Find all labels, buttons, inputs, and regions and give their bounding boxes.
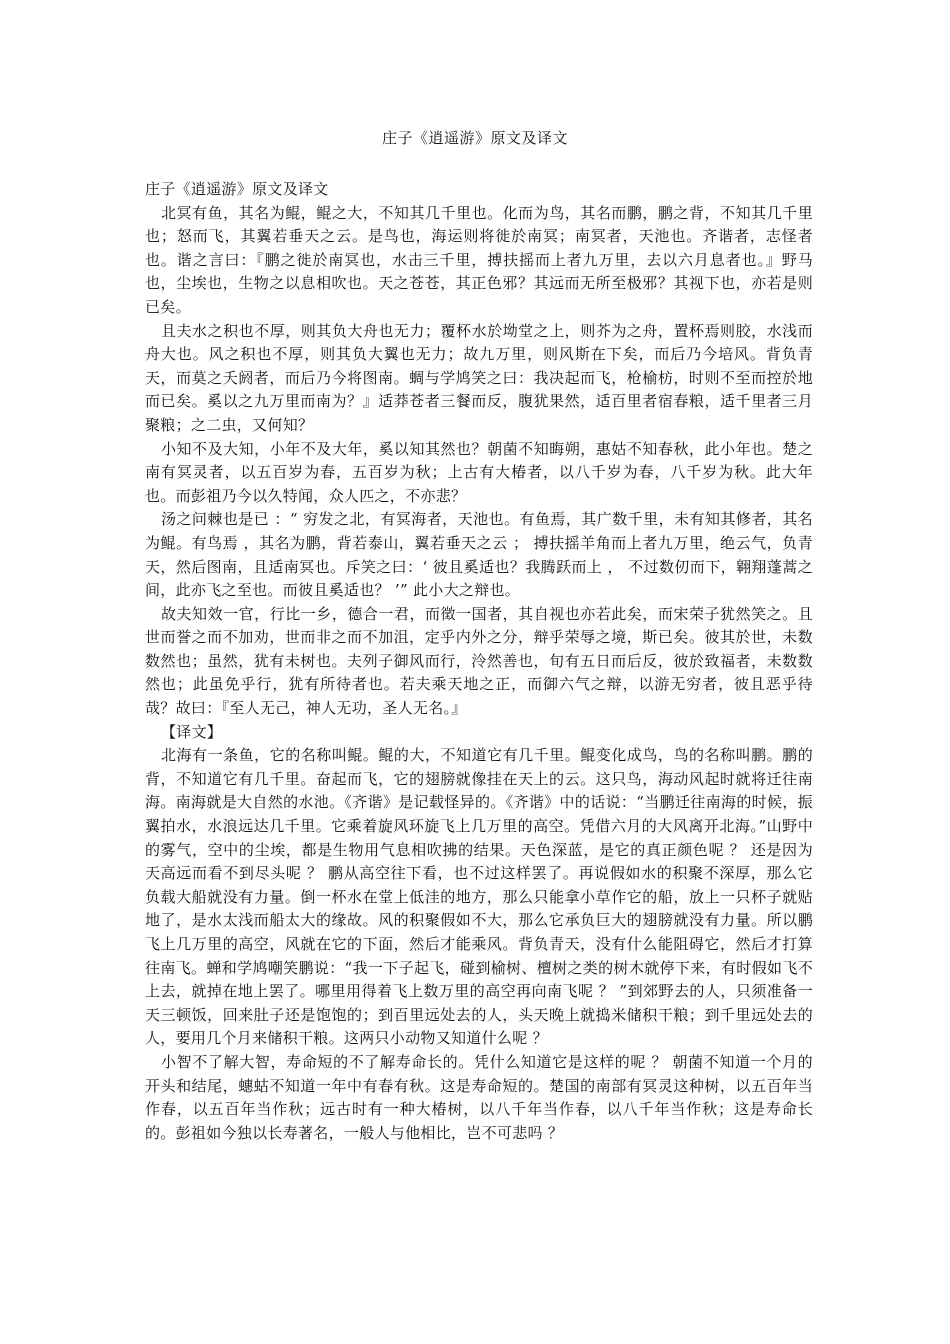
translation-paragraph-1: 北海有一条鱼，它的名称叫鲲。鲲的大，不知道它有几千里。鲲变化成鸟，鸟的名称叫鹏。鹏的背，不知道它有几千里。奋起而飞，它的翅膀就像挂在天上的云。这只鸟，海动风起时就将迁往南海。南海就是大自然的水池。《齐谐》是记载怪异的。《齐谐》中的话说：“当鹏迁往南海的时候，振翼拍水，水浪远达几千里。它乘着旋风环旋飞上几万里的高空。凭借六月的大风离开北海。”山野中的雾气，空中的尘埃，都是生物用气息相吹拂的结果。天色深蓝，是它的真正颜色呢 ？ 还是因为天高远而看不到尽头呢 ？ 鹏从高空往下看，也不过这样罢了。再说假如水的积聚不深厚，那么它负载大船就没有力量。倒一杯水在堂上低洼的地方，那么只能拿小草作它的船，放上一只杯子就贴地了，是水太浅而船太大的缘故。风的积聚假如不大，那么它承负巨大的翅膀就没有力量。所以鹏飞上几万里的高空，风就在它的下面，然后才能乘风。背负青天，没有什么能阻碍它，然后才打算往南飞。蝉和学鸠嘲笑鹏说：“我一下子起飞，碰到榆树、檀树之类的树木就停下来，有时假如飞不上去，就掉在地上罢了。哪里用得着飞上数万里的高空再向南飞呢 ？ ”到郊野去的人，只须准备一天三顿饭，回来肚子还是饱饱的；到百里远处去的人，头天晚上就捣米储积干粮；到千里远处去的人，要用几个月来储积干粮。这两只小动物又知道什么呢 ？: [145, 746, 813, 1048]
original-paragraph-3: 小知不及大知，小年不及大年，奚以知其然也？朝菌不知晦朔，惠姑不知春秋，此小年也。楚之南有冥灵者，以五百岁为春，五百岁为秋；上古有大椿者，以八千岁为春，八千岁为秋。此大年也。而彭祖乃今以久特闻，众人匹之，不亦悲？: [145, 439, 813, 505]
original-paragraph-5: 故夫知效一官，行比一乡，德合一君，而徵一国者，其自视也亦若此矣，而宋荣子犹然笑之。且世而誉之而不加劝，世而非之而不加沮，定乎内外之分，辩乎荣辱之境，斯已矣。彼其於世，未数数然也；虽然，犹有未树也。夫列子御风而行，泠然善也，旬有五日而后反，彼於致福者，未数数然也；此虽免乎行，犹有所待者也。若夫乘天地之正，而御六气之辩，以游无穷者，彼且恶乎待哉？故曰：『至人无己，神人无功，圣人无名。』: [145, 604, 813, 718]
translation-paragraph-2: 小智不了解大智，寿命短的不了解寿命长的。凭什么知道它是这样的呢 ？ 朝菌不知道一个月的开头和结尾，蟪蛄不知道一年中有春有秋。这是寿命短的。楚国的南部有冥灵这种树，以五百年当作春，以五百年当作秋；远古时有一种大椿树，以八千年当作春，以八千年当作秋；这是寿命长的。彭祖如今独以长寿著名，一般人与他相比，岂不可悲吗 ？: [145, 1052, 813, 1142]
original-paragraph-1: 北冥有鱼，其名为鲲，鲲之大，不知其几千里也。化而为鸟，其名而鹏，鹏之背，不知其几千里也；怒而飞，其翼若垂天之云。是鸟也，海运则将徙於南冥；南冥者，天池也。齐谐者，志怪者也。谐之言曰：『鹏之徙於南冥也，水击三千里，搏扶摇而上者九万里，去以六月息者也。』野马也，尘埃也，生物之以息相吹也。天之苍苍，其正色邪？其远而无所至极邪？其视下也，亦若是则已矣。: [145, 203, 813, 316]
translation-heading: 【译文】: [161, 722, 223, 741]
original-paragraph-4: 汤之问棘也是已 ：“ 穷发之北，有冥海者，天池也。有鱼焉，其广数千里，未有知其修者，其名为鲲。有鸟焉 ，其名为鹏，背若泰山，翼若垂天之云 ； 搏扶摇羊角而上者九万里，绝云气，负青天，然后图南，且适南冥也。斥笑之曰：‘ 彼且奚适也？我腾跃而上 ， 不过数仞而下，翱翔蓬蒿之间，此亦飞之至也。而彼且奚适也？ ’” 此小大之辩也。: [145, 510, 813, 600]
document-subtitle: 庄子《逍遥游》原文及译文: [145, 180, 329, 198]
original-paragraph-2: 且夫水之积也不厚，则其负大舟也无力；覆杯水於坳堂之上，则芥为之舟，置杯焉则胶，水浅而舟大也。风之积也不厚，则其负大翼也无力；故九万里，则风斯在下矣，而后乃今培风。背负青天，而莫之夭阏者，而后乃今将图南。蜩与学鸠笑之曰：我决起而飞，枪榆枋，时则不至而控於地而已矣。奚以之九万里而南为？』适莽苍者三餐而反，腹犹果然，适百里者宿春粮，适千里者三月聚粮；之二虫，又何知？: [145, 321, 813, 434]
document-body: [145, 178, 813, 1145]
page-title: 庄子《逍遥游》原文及译文: [381, 129, 568, 147]
